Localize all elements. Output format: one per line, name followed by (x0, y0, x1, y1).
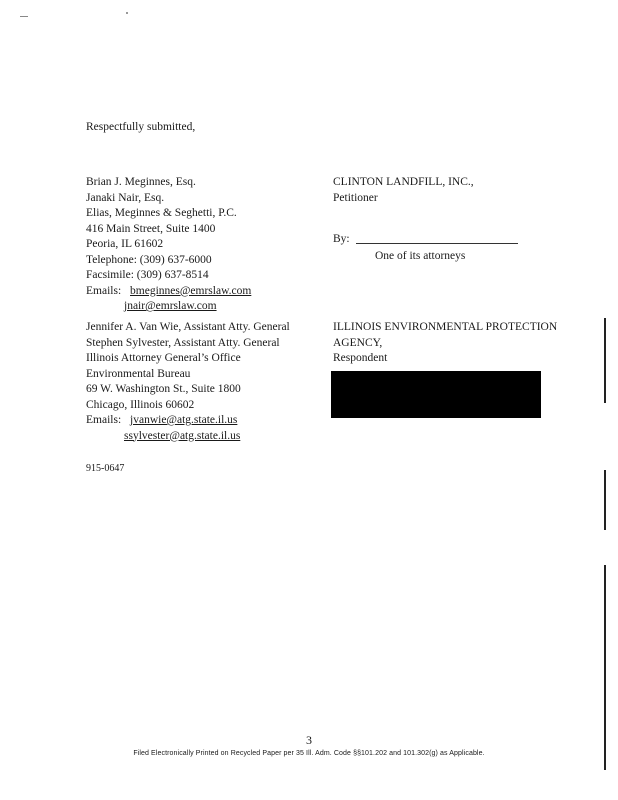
redacted-signature (331, 371, 541, 418)
counsel-name: Stephen Sylvester, Assistant Atty. General (86, 336, 280, 349)
email-link[interactable]: jvanwie@atg.state.il.us (130, 414, 238, 426)
firm-name: Elias, Meginnes & Seghetti, P.C. (86, 207, 237, 219)
street-address: 69 W. Washington St., Suite 1800 (86, 383, 241, 395)
scan-edge-mark (604, 318, 606, 403)
filing-footer: Filed Electronically Printed on Recycled Paper per 35 Ill. Adm. Code §§101.202 and 101.302(g) as Applicable. (133, 750, 485, 757)
petitioner-block (333, 175, 474, 206)
scan-edge-mark (604, 565, 606, 770)
city-state-zip: Peoria, IL 61602 (86, 238, 164, 250)
petitioner-role: Petitioner (333, 191, 378, 204)
emails-label: Emails: (86, 414, 122, 426)
file-number: 915-0647 (86, 463, 125, 474)
closing-text: Respectfully submitted, (86, 121, 196, 133)
telephone: Telephone: (309) 637-6000 (86, 253, 212, 266)
scan-speck (20, 16, 28, 17)
emails-row (86, 299, 251, 315)
respondent-name: ILLINOIS ENVIRONMENTAL PROTECTION (333, 321, 558, 333)
email-link[interactable]: ssylvester@atg.state.il.us (124, 429, 241, 442)
by-label: By: (333, 233, 350, 245)
email-link[interactable]: bmeginnes@emrslaw.com (130, 284, 252, 297)
petitioner-counsel-block (86, 175, 251, 315)
facsimile: Facsimile: (309) 637-8514 (86, 269, 209, 281)
scan-edge-mark (604, 470, 606, 530)
office-name: Illinois Attorney General’s Office (86, 352, 241, 364)
counsel-name: Jennifer A. Van Wie, Assistant Atty. General (86, 321, 290, 333)
bureau-name: Environmental Bureau (86, 367, 191, 380)
street-address: 416 Main Street, Suite 1400 (86, 222, 216, 235)
email-link[interactable]: jnair@emrslaw.com (124, 300, 217, 312)
counsel-name: Brian J. Meginnes, Esq. (86, 176, 196, 188)
respondent-counsel-block (86, 320, 290, 444)
respondent-block (333, 320, 557, 367)
page-number: 3 (306, 733, 312, 747)
emails-row (86, 429, 290, 445)
city-state-zip: Chicago, Illinois 60602 (86, 398, 195, 411)
emails-row (86, 413, 290, 429)
counsel-name: Janaki Nair, Esq. (86, 191, 165, 204)
respondent-role: Respondent (333, 352, 388, 364)
emails-label: Emails: (86, 284, 122, 297)
signature-caption: One of its attorneys (375, 250, 466, 262)
respondent-name: AGENCY, (333, 336, 383, 349)
scan-speck (126, 12, 128, 14)
signature-line (356, 243, 518, 244)
petitioner-name: CLINTON LANDFILL, INC., (333, 176, 474, 188)
emails-row (86, 284, 251, 300)
